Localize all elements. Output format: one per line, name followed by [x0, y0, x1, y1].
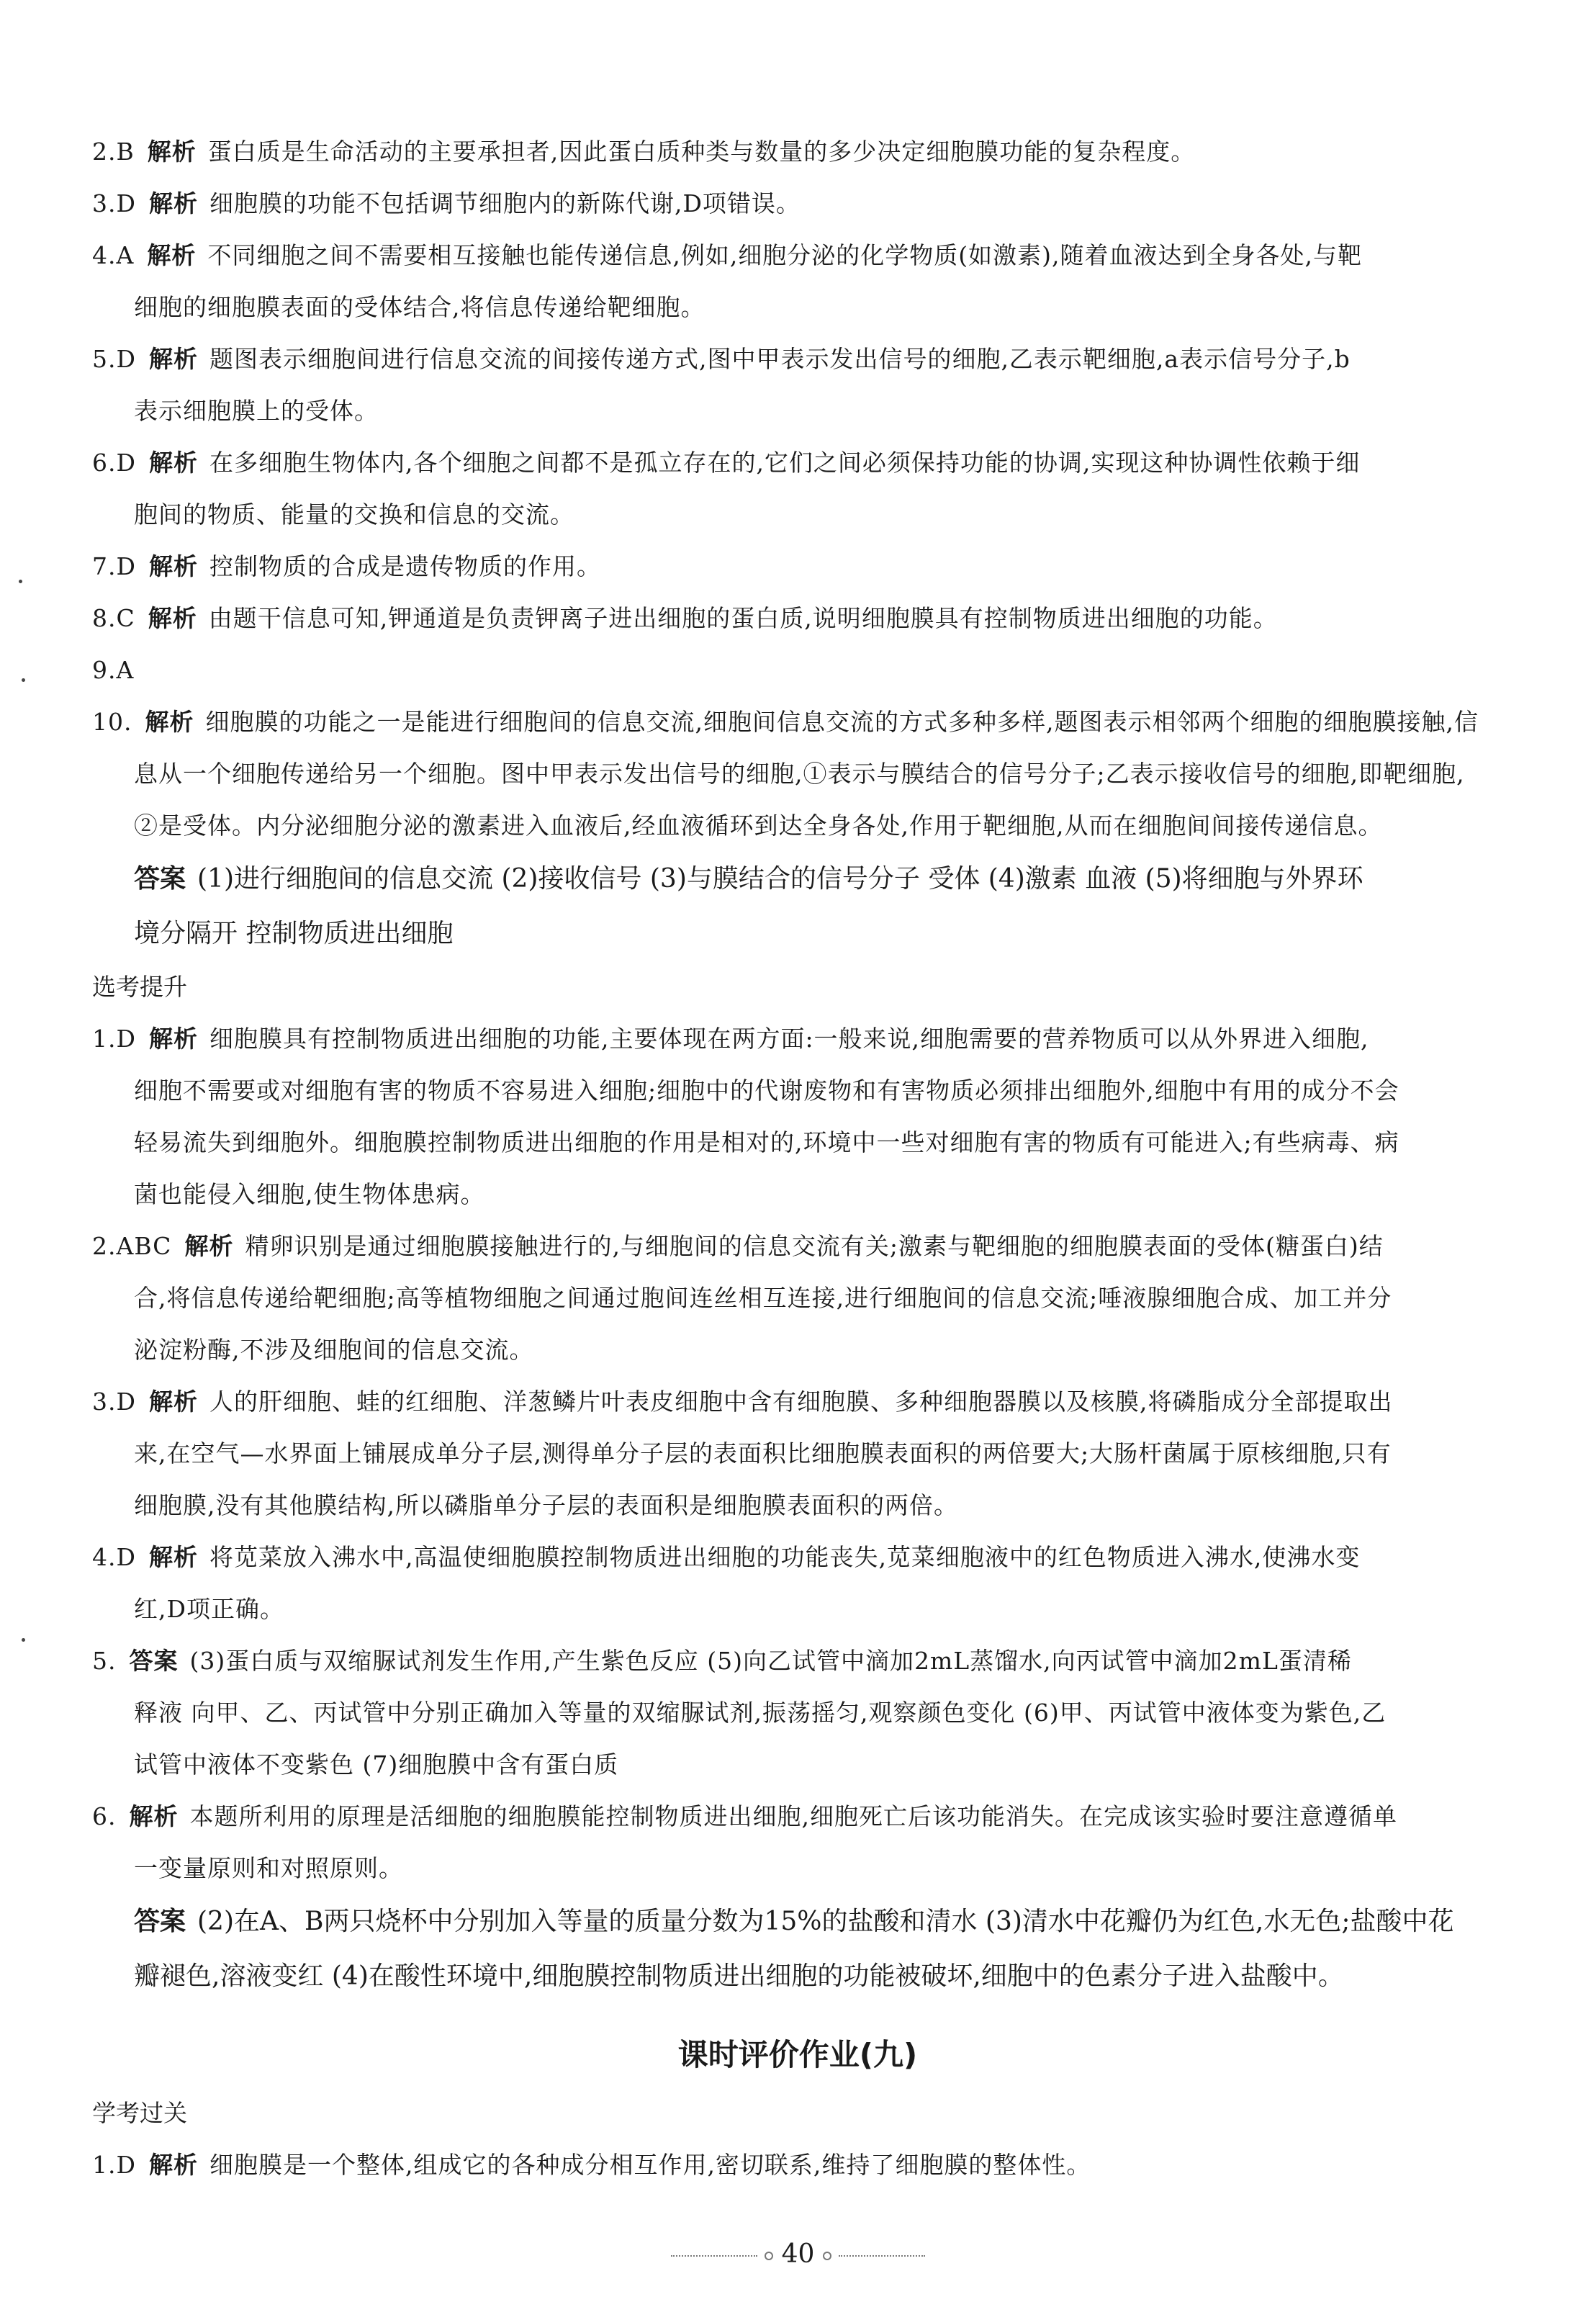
item-line: [92, 489, 1503, 541]
item-number: 5.: [92, 1647, 117, 1675]
item-line: [92, 437, 1503, 489]
item-number: 4.A: [92, 241, 135, 269]
answer-text: 瓣褪色,溶液变红 (4)在酸性环境中,细胞膜控制物质进出细胞的功能被破坏,细胞中的色素分子进入盐酸中。: [134, 1961, 1344, 1991]
section-heading: 学考过关: [92, 2099, 187, 2127]
page-number: 40: [781, 2239, 815, 2269]
item-line: [92, 1687, 1503, 1739]
item-number: 6.D: [92, 449, 136, 477]
item-line: [92, 282, 1503, 333]
item-text: 息从一个细胞传递给另一个细胞。图中甲表示发出信号的细胞,①表示与膜结合的信号分子;乙表示接收信号的细胞,即靶细胞,: [134, 760, 1465, 788]
item-line: [92, 1013, 1503, 1065]
item-line: [92, 178, 1503, 230]
item-line: [92, 800, 1503, 852]
answer-line: [92, 907, 1503, 961]
answer-line: [92, 1949, 1503, 2004]
item-line: [92, 1272, 1503, 1324]
item-text: 合,将信息传递给靶细胞;高等植物细胞之间通过胞间连丝相互连接,进行细胞间的信息交流;唾液腺细胞合成、加工并分: [134, 1284, 1392, 1312]
item-keyword: 解析: [145, 708, 194, 736]
answer-line: [92, 852, 1503, 907]
item-line: [92, 385, 1503, 437]
item-text: 细胞膜的功能之一是能进行细胞间的信息交流,细胞间信息交流的方式多种多样,题图表示相邻两个细胞的细胞膜接触,信: [205, 708, 1479, 736]
item-line: [92, 1376, 1503, 1428]
item-number: 5.D: [92, 345, 136, 373]
item-line: [92, 593, 1503, 644]
item-text: 细胞膜,没有其他膜结构,所以磷脂单分子层的表面积是细胞膜表面积的两倍。: [134, 1491, 958, 1519]
footer-ornament-left: [765, 2252, 773, 2260]
item-text: 试管中液体不变紫色 (7)细胞膜中含有蛋白质: [134, 1750, 619, 1779]
item-number: 10.: [92, 708, 132, 736]
item-number: 2.B: [92, 138, 135, 166]
scan-speck: [19, 580, 22, 583]
item-line: [92, 1791, 1503, 1843]
item-text: 释液 向甲、乙、丙试管中分别正确加入等量的双缩脲试剂,振荡摇匀,观察颜色变化 (6)甲、丙试管中液体变为紫色,乙: [134, 1699, 1387, 1727]
item-number: 4.D: [92, 1543, 136, 1571]
item-text: 精卵识别是通过细胞膜接触进行的,与细胞间的信息交流有关;激素与靶细胞的细胞膜表面的受体(糖蛋白)结: [245, 1232, 1384, 1260]
item-line: [92, 696, 1503, 748]
item-keyword: 解析: [147, 241, 197, 269]
item-number: 1.D: [92, 1025, 136, 1053]
item-line: [92, 1117, 1503, 1169]
answer-line: [92, 1894, 1503, 1949]
item-text: 来,在空气—水界面上铺展成单分子层,测得单分子层的表面积比细胞膜表面积的两倍要大;大肠杆菌属于原核细胞,只有: [134, 1439, 1392, 1467]
item-line: [92, 1428, 1503, 1480]
item-text: 细胞膜的功能不包括调节细胞内的新陈代谢,D项错误。: [209, 189, 801, 217]
item-text: 细胞膜是一个整体,组成它的各种成分相互作用,密切联系,维持了细胞膜的整体性。: [209, 2151, 1091, 2179]
item-line: [92, 1324, 1503, 1376]
item-line: [92, 1065, 1503, 1117]
item-keyword: 解析: [148, 552, 198, 580]
item-text: 一变量原则和对照原则。: [134, 1854, 403, 1882]
item-number: 7.D: [92, 552, 136, 580]
footer-rule-right: [839, 2255, 925, 2257]
answer-keyword: 答案: [134, 864, 186, 894]
item-line: [92, 333, 1503, 385]
item-text: 在多细胞生物体内,各个细胞之间都不是孤立存在的,它们之间必须保持功能的协调,实现这种协调性依赖于细: [209, 449, 1361, 477]
item-line: [92, 230, 1503, 282]
section-heading: 选考提升: [92, 973, 187, 1001]
item-line: [92, 541, 1503, 593]
item-text: 人的肝细胞、蛙的红细胞、洋葱鳞片叶表皮细胞中含有细胞膜、多种细胞器膜以及核膜,将磷脂成分全部提取出: [209, 1388, 1393, 1416]
item-text: 不同细胞之间不需要相互接触也能传递信息,例如,细胞分泌的化学物质(如激素),随着血液达到全身各处,与靶: [207, 241, 1363, 269]
item-line: [92, 748, 1503, 800]
answer-text: (1)进行细胞间的信息交流 (2)接收信号 (3)与膜结合的信号分子 受体 (4)激素 血液 (5)将细胞与外界环: [197, 864, 1363, 894]
item-keyword: 解析: [148, 2151, 198, 2179]
item-text: 红,D项正确。: [134, 1595, 284, 1623]
item-number: 3.D: [92, 1388, 136, 1416]
item-number: 1.D: [92, 2151, 136, 2179]
item-keyword: 解析: [148, 1388, 198, 1416]
item-keyword: 解析: [148, 345, 198, 373]
item-line: [92, 1583, 1503, 1635]
item-number: 8.C: [92, 604, 135, 632]
item-keyword: 解析: [148, 1543, 198, 1571]
answer-page: [92, 126, 1503, 2191]
item-keyword: 解析: [148, 189, 198, 217]
item-line: [92, 2139, 1503, 2191]
assignment-title: 课时评价作业(九): [677, 2037, 918, 2072]
item-line: [92, 1532, 1503, 1583]
item-keyword: 解析: [184, 1232, 234, 1260]
item-number: 3.D: [92, 189, 136, 217]
item-text: ②是受体。内分泌细胞分泌的激素进入血液后,经血液循环到达全身各处,作用于靶细胞,从而在细胞间间接传递信息。: [134, 811, 1383, 840]
footer-ornament-right: [823, 2252, 831, 2260]
item-keyword: 答案: [129, 1647, 179, 1675]
item-text: 本题所利用的原理是活细胞的细胞膜能控制物质进出细胞,细胞死亡后该功能消失。在完成该实验时要注意遵循单: [189, 1802, 1397, 1830]
item-line: [92, 644, 1503, 696]
item-text: 菌也能侵入细胞,使生物体患病。: [134, 1180, 485, 1208]
item-text: 蛋白质是生命活动的主要承担者,因此蛋白质种类与数量的多少决定细胞膜功能的复杂程度。: [207, 138, 1196, 166]
item-keyword: 解析: [147, 138, 197, 166]
item-line: [92, 1220, 1503, 1272]
item-text: 胞间的物质、能量的交换和信息的交流。: [134, 500, 574, 529]
item-text: 表示细胞膜上的受体。: [134, 397, 379, 425]
item-number: 6.: [92, 1802, 117, 1830]
item-number: 2.ABC: [92, 1232, 172, 1260]
answer-text: 境分隔开 控制物质进出细胞: [134, 919, 454, 948]
item-keyword: 解析: [129, 1802, 179, 1830]
item-text: 泌淀粉酶,不涉及细胞间的信息交流。: [134, 1336, 534, 1364]
item-line: [92, 126, 1503, 178]
item-text: 轻易流失到细胞外。细胞膜控制物质进出细胞的作用是相对的,环境中一些对细胞有害的物质有可能进入;有些病毒、病: [134, 1128, 1399, 1156]
item-text: 细胞不需要或对细胞有害的物质不容易进入细胞;细胞中的代谢废物和有害物质必须排出细胞外,细胞中有用的成分不会: [134, 1076, 1399, 1105]
item-text: (3)蛋白质与双缩脲试剂发生作用,产生紫色反应 (5)向乙试管中滴加2mL蒸馏水,向丙试管中滴加2mL蛋清稀: [189, 1647, 1352, 1675]
item-text: 由题干信息可知,钾通道是负责钾离子进出细胞的蛋白质,说明细胞膜具有控制物质进出细胞的功能。: [208, 604, 1278, 632]
item-number: 9.A: [92, 656, 135, 684]
page-footer: [0, 2239, 1596, 2269]
item-text: 细胞膜具有控制物质进出细胞的功能,主要体现在两方面:一般来说,细胞需要的营养物质可以从外界进入细胞,: [209, 1025, 1369, 1053]
item-text: 题图表示细胞间进行信息交流的间接传递方式,图中甲表示发出信号的细胞,乙表示靶细胞,a表示信号分子,b: [209, 345, 1351, 373]
footer-rule-left: [671, 2255, 757, 2257]
item-line: [92, 1843, 1503, 1894]
answer-text: (2)在A、B两只烧杯中分别加入等量的质量分数为15%的盐酸和清水 (3)清水中花瓣仍为红色,水无色;盐酸中花: [197, 1907, 1454, 1936]
answer-keyword: 答案: [134, 1907, 186, 1936]
item-line: [92, 1169, 1503, 1220]
item-text: 将苋菜放入沸水中,高温使细胞膜控制物质进出细胞的功能丧失,苋菜细胞液中的红色物质进入沸水,使沸水变: [209, 1543, 1361, 1571]
item-text: 细胞的细胞膜表面的受体结合,将信息传递给靶细胞。: [134, 293, 705, 321]
scan-speck: [22, 1638, 25, 1642]
item-line: [92, 1480, 1503, 1532]
item-line: [92, 1739, 1503, 1791]
item-text: 控制物质的合成是遗传物质的作用。: [209, 552, 601, 580]
item-keyword: 解析: [148, 604, 197, 632]
item-keyword: 解析: [148, 1025, 198, 1053]
scan-speck: [22, 678, 25, 682]
item-line: [92, 1635, 1503, 1687]
item-keyword: 解析: [148, 449, 198, 477]
